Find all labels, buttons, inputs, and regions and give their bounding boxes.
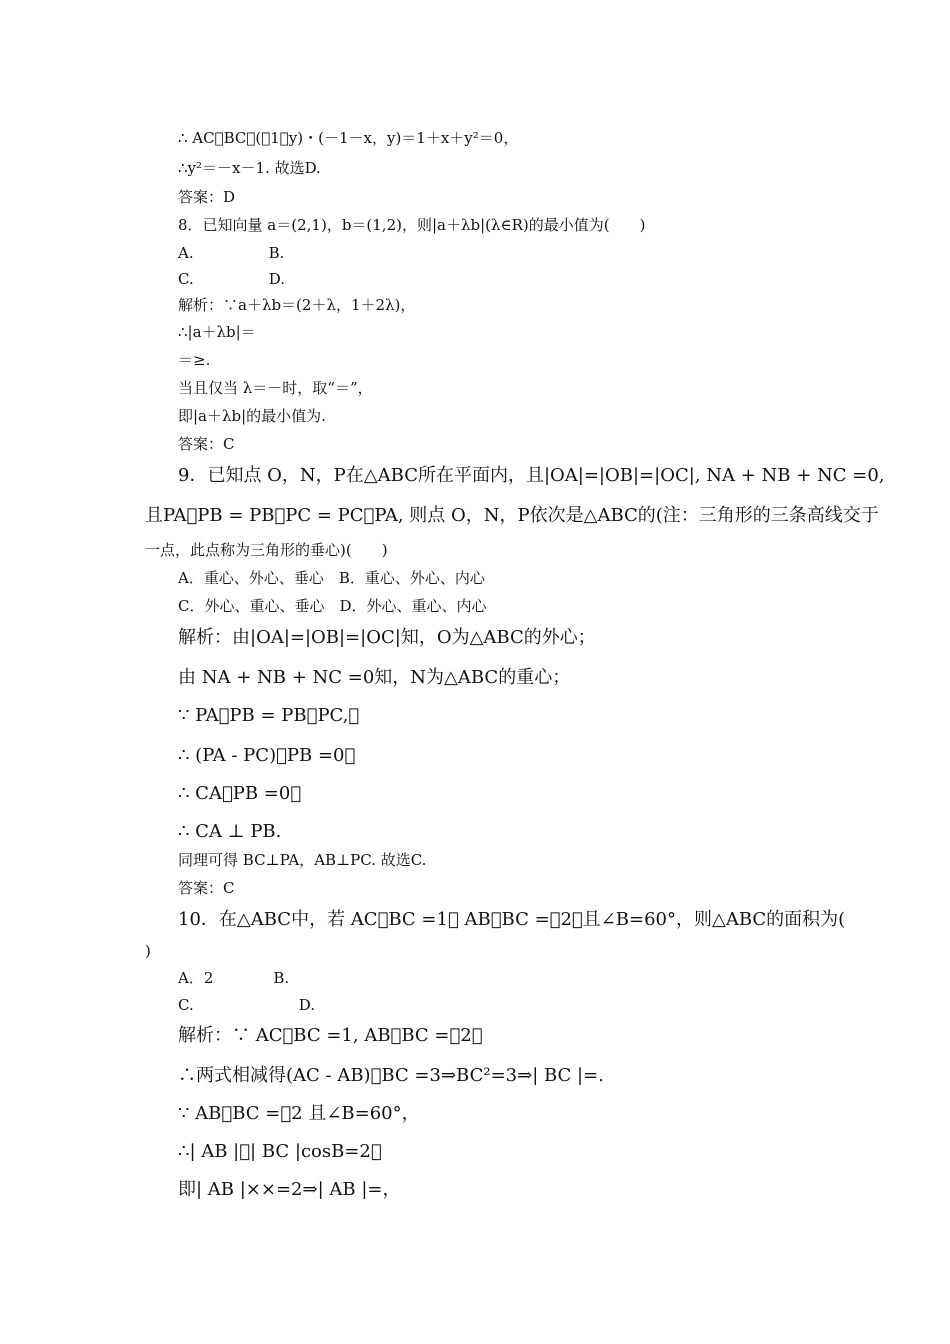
question-10-analysis-4: ∴| AB |⃞| BC |cosB=2，	[178, 1141, 382, 1162]
text-line-answer-9: 答案：C	[178, 879, 235, 897]
question-9-analysis-5: ∴ CA⃞PB =0，	[178, 783, 302, 804]
question-9-analysis-6: ∴ CA ⊥ PB.	[178, 821, 282, 842]
question-10-analysis-5: 即| AB |××=2⇒| AB |=，	[178, 1179, 401, 1200]
question-10-stem-2: )	[145, 942, 151, 960]
question-8-stem: 8．已知向量 a＝(2,1)，b＝(1,2)，则|a＋λb|(λ∈R)的最小值为( )	[178, 216, 646, 234]
question-9-options-ab: A．重心、外心、垂心 B．重心、外心、内心	[178, 569, 485, 587]
question-8-analysis-2: ∴|a＋λb|＝	[178, 323, 256, 341]
text-line-dot-product-result: ∴ AC⃞BC＝(－1，y)・(－1－x，y)＝1＋x＋y²＝0，	[178, 129, 519, 147]
question-9-analysis-1: 解析：由|OA|=|OB|=|OC|知，O为△ABC的外心；	[178, 627, 596, 648]
text-line-answer-7: 答案：D	[178, 188, 236, 206]
question-10-analysis-3: ∵ AB⃞BC =－2 且∠B=60°，	[178, 1103, 420, 1124]
question-10-analysis-1: 解析：∵ AC⃞BC =1, AB⃞BC =－2，	[178, 1025, 483, 1046]
question-8-analysis-1: 解析：∵a＋λb＝(2＋λ，1＋2λ)，	[178, 296, 416, 314]
question-8-analysis-3: ＝≥.	[178, 351, 211, 369]
question-10-options-ab: A．2 B.	[178, 969, 290, 987]
question-10-analysis-2: ∴两式相减得(AC - AB)⃞BC =3⇒BC²=3⇒| BC |=.	[178, 1065, 604, 1086]
question-9-analysis-3: ∵ PA⃞PB = PB⃞PC,，	[178, 705, 360, 726]
question-8-options-cd: C. D.	[178, 270, 285, 288]
question-8-analysis-5: 即|a＋λb|的最小值为.	[178, 407, 326, 425]
text-line-answer-8: 答案：C	[178, 435, 235, 453]
question-9-stem-3: 一点，此点称为三角形的垂心)( )	[145, 541, 388, 559]
text-line-conclusion: ∴y²＝－x－1. 故选D.	[178, 159, 321, 177]
question-9-options-cd: C．外心、重心、垂心 D．外心、重心、内心	[178, 597, 487, 615]
question-8-options-ab: A. B.	[178, 244, 285, 262]
question-9-stem-2: 且PA⃞PB = PB⃞PC = PC⃞PA, 则点 O，N，P依次是△ABC的(注：三角形的三条高线交于	[145, 505, 879, 526]
question-9-analysis-4: ∴ (PA - PC)⃞PB =0，	[178, 745, 356, 766]
question-10-options-cd: C. D.	[178, 996, 315, 1014]
question-9-analysis-2: 由 NA + NB + NC =0知，N为△ABC的重心；	[178, 667, 571, 688]
question-9-stem-1: 9．已知点 O，N，P在△ABC所在平面内，且|OA|=|OB|=|OC|, NA + NB + NC =0,	[178, 465, 885, 486]
question-9-analysis-7: 同理可得 BC⊥PA，AB⊥PC. 故选C.	[178, 851, 427, 869]
question-8-analysis-4: 当且仅当 λ＝－时，取“＝”，	[178, 379, 373, 397]
question-10-stem-1: 10．在△ABC中，若 AC⃞BC =1， AB⃞BC =－2，且∠B=60°，则△ABC的面积为(	[178, 909, 846, 930]
